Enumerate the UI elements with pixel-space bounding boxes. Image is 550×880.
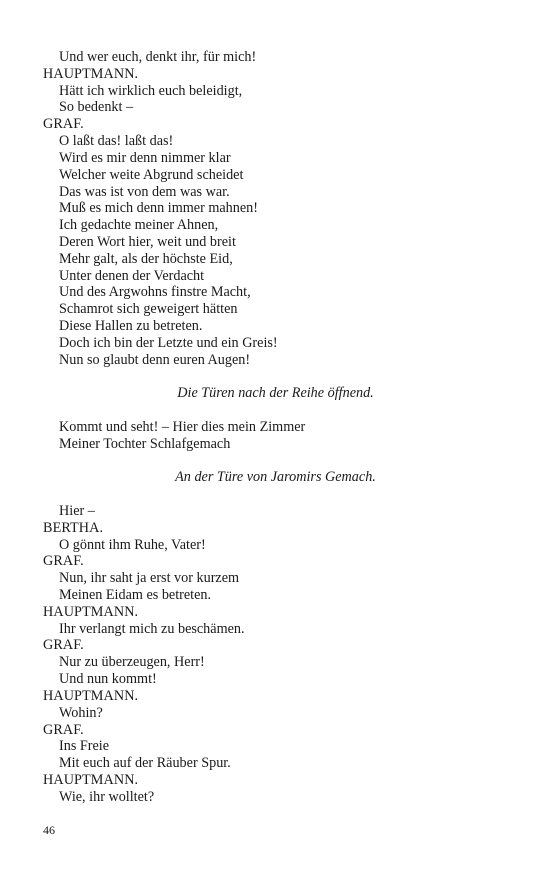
verse-line: Ins Freie (59, 738, 110, 755)
verse-line: Unter denen der Verdacht (59, 267, 205, 284)
verse-line: Nur zu überzeugen, Herr! (59, 654, 205, 671)
verse-line: Und des Argwohns finstre Macht, (59, 284, 251, 301)
page-number: 46 (43, 823, 55, 837)
verse-line: Meiner Tochter Schlafgemach (59, 435, 231, 452)
speaker-name: GRAF. (43, 553, 84, 570)
speaker-name: HAUPTMANN. (43, 603, 139, 620)
speaker-name: GRAF. (43, 637, 84, 654)
stage-direction: An der Türe von Jaromirs Gemach. (175, 469, 376, 486)
verse-line: Doch ich bin der Letzte und ein Greis! (59, 334, 278, 351)
verse-line: Welcher weite Abgrund scheidet (59, 166, 244, 183)
verse-line: Diese Hallen zu betreten. (59, 318, 203, 334)
play-text (43, 49, 513, 806)
speaker-name: GRAF. (43, 721, 84, 738)
blank-line (43, 368, 513, 385)
verse-line: Hier – (59, 502, 95, 519)
verse-line: Schamrot sich geweigert hätten (59, 301, 238, 318)
verse-line: Wie, ihr wolltet? (59, 788, 155, 805)
speaker-name: HAUPTMANN. (43, 771, 139, 788)
speaker-name: HAUPTMANN. (43, 687, 139, 704)
verse-line: Kommt und seht! – Hier dies mein Zimmer (59, 418, 306, 435)
verse-line: So bedenkt – (59, 99, 134, 116)
verse-line: Deren Wort hier, weit und breit (59, 233, 236, 250)
stage-direction: Die Türen nach der Reihe öffnend. (177, 385, 374, 402)
verse-line: Wohin? (59, 704, 103, 721)
verse-line: Nun, ihr saht ja erst vor kurzem (59, 570, 240, 587)
verse-line: O laßt das! laßt das! (59, 133, 174, 150)
verse-line: Hätt ich wirklich euch beleidigt, (59, 82, 243, 99)
speaker-name: GRAF. (43, 116, 84, 133)
verse-line: Und nun kommt! (59, 671, 157, 688)
verse-line: O gönnt ihm Ruhe, Vater! (59, 536, 206, 553)
verse-line: Nun so glaubt denn euren Augen! (59, 351, 251, 368)
verse-line: Und wer euch, denkt ihr, für mich! (59, 49, 257, 65)
speaker-name: BERTHA. (43, 519, 104, 536)
verse-line: Wird es mir denn nimmer klar (59, 149, 231, 166)
verse-line: Ich gedachte meiner Ahnen, (59, 217, 219, 234)
verse-line: Meinen Eidam es betreten. (59, 587, 212, 603)
speaker-name: HAUPTMANN. (43, 65, 139, 82)
blank-line (43, 486, 513, 503)
verse-line: Muß es mich denn immer mahnen! (59, 200, 258, 217)
verse-line: Mit euch auf der Räuber Spur. (59, 755, 231, 772)
verse-line: Mehr galt, als der höchste Eid, (59, 250, 233, 267)
verse-line: Das was ist von dem was war. (59, 183, 230, 200)
verse-line: Ihr verlangt mich zu beschämen. (59, 620, 245, 637)
blank-line (43, 402, 513, 419)
blank-line (43, 453, 513, 470)
